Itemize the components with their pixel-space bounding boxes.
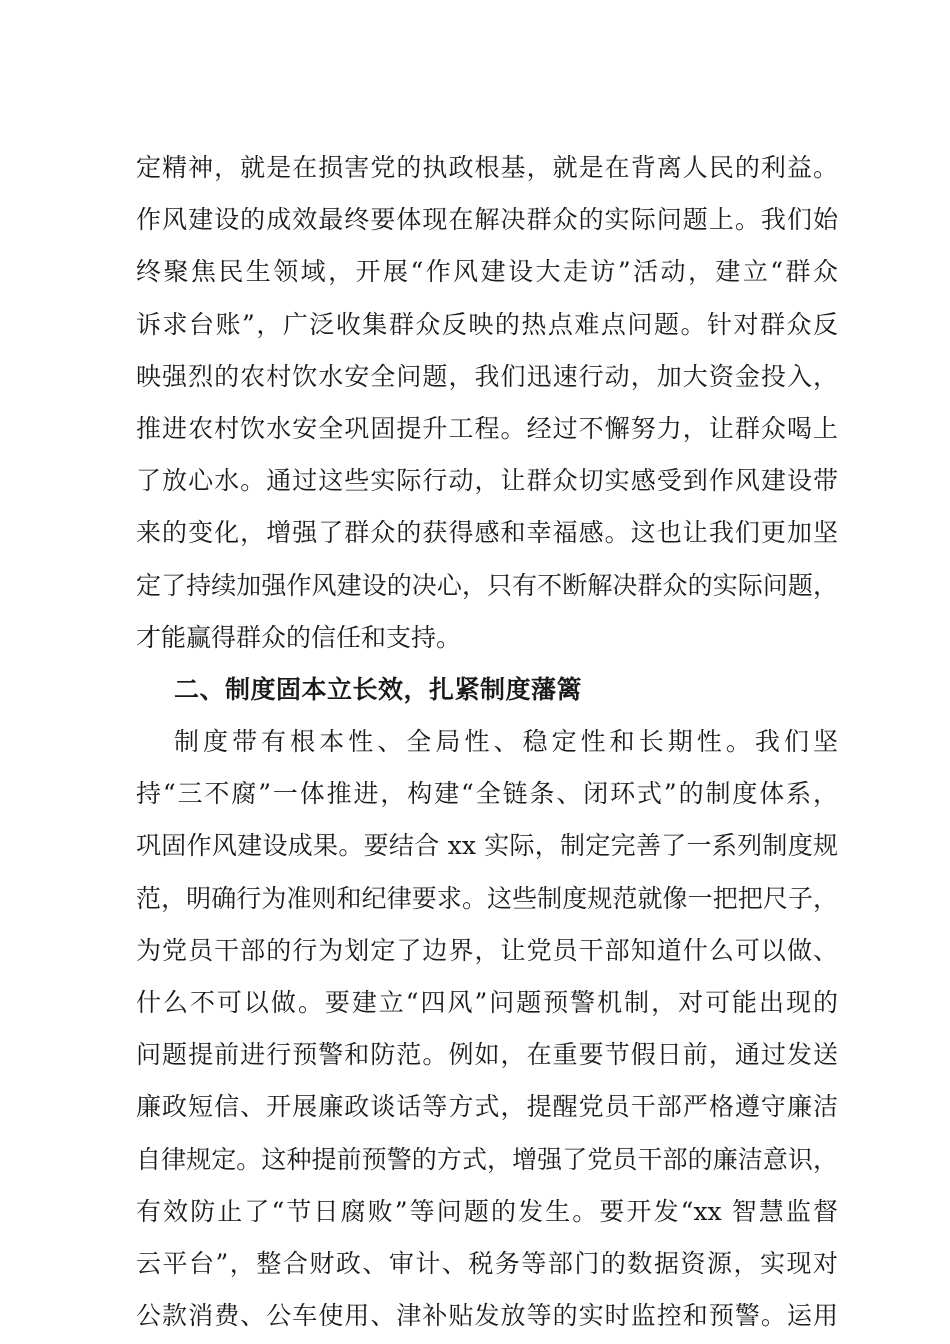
paragraph-line: 终聚焦民生领域，开展“作风建设大走访”活动，建立“群众 (136, 257, 838, 287)
paragraph-line: 问题提前进行预警和防范。例如，在重要节假日前，通过发送 (136, 1040, 838, 1070)
paragraph-line: 自律规定。这种提前预警的方式，增强了党员干部的廉洁意识， (136, 1144, 838, 1174)
paragraph-line-last: 才能赢得群众的信任和支持。 (136, 622, 462, 652)
paragraph-line: 作风建设的成效最终要体现在解决群众的实际问题上。我们始 (136, 205, 838, 235)
paragraph-line: 诉求台账”，广泛收集群众反映的热点难点问题。针对群众反 (136, 309, 838, 339)
paragraph-line: 巩固作风建设成果。要结合 xx 实际，制定完善了一系列制度规 (136, 831, 838, 861)
paragraph-line: 映强烈的农村饮水安全问题，我们迅速行动，加大资金投入， (136, 361, 838, 391)
paragraph-line: 定了持续加强作风建设的决心，只有不断解决群众的实际问题， (136, 570, 838, 600)
paragraph-line: 廉政短信、开展廉政谈话等方式，提醒党员干部严格遵守廉洁 (136, 1092, 838, 1122)
paragraph-line: 持“三不腐”一体推进，构建“全链条、闭环式”的制度体系， (136, 779, 838, 809)
document-body (136, 142, 838, 1342)
paragraph-line: 云平台”，整合财政、审计、税务等部门的数据资源，实现对 (136, 1248, 838, 1278)
paragraph-line: 了放心水。通过这些实际行动，让群众切实感受到作风建设带 (136, 466, 838, 496)
paragraph-line: 公款消费、公车使用、津补贴发放等的实时监控和预警。运用 (136, 1301, 838, 1331)
paragraph-line: 定精神，就是在损害党的执政根基，就是在背离人民的利益。 (136, 153, 838, 182)
paragraph-line: 推进农村饮水安全巩固提升工程。经过不懈努力，让群众喝上 (136, 413, 838, 443)
section-heading: 二、制度固本立长效，扎紧制度藩篱 (174, 674, 583, 704)
paragraph-line-first: 制度带有根本性、全局性、稳定性和长期性。我们坚 (174, 727, 838, 757)
paragraph-line: 有效防止了“节日腐败”等问题的发生。要开发“xx 智慧监督 (136, 1196, 838, 1226)
paragraph-line: 为党员干部的行为划定了边界，让党员干部知道什么可以做、 (136, 935, 838, 965)
paragraph-line: 来的变化，增强了群众的获得感和幸福感。这也让我们更加坚 (136, 518, 838, 548)
paragraph-line: 什么不可以做。要建立“四风”问题预警机制，对可能出现的 (136, 988, 838, 1017)
paragraph-line: 范，明确行为准则和纪律要求。这些制度规范就像一把把尺子， (136, 883, 838, 913)
